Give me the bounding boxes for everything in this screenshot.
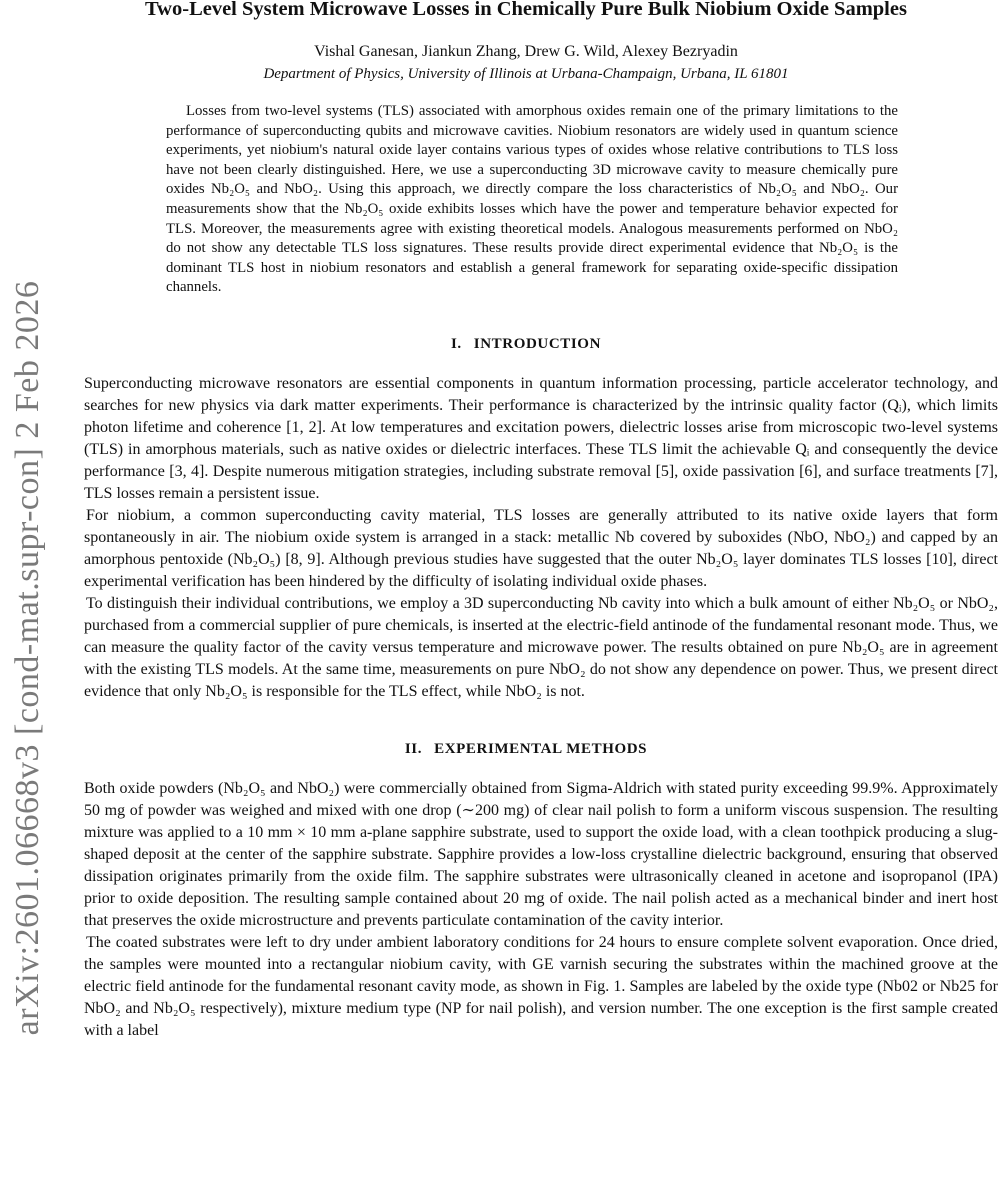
arxiv-identifier: arXiv:2601.06668v3 [cond-mat.supr-con] 2 Feb 2026: [9, 280, 46, 1036]
paper-title: Two-Level System Microwave Losses in Chemically Pure Bulk Niobium Oxide Samples: [145, 0, 907, 20]
body-paragraph: For niobium, a common superconducting cavity material, TLS losses are generally attributed to its native oxide layers that form spontaneously in air. The niobium oxide system is arranged in a stack: metallic Nb covered by suboxides (NbO, NbO₂) and capped by an amorphous pentoxide (Nb₂O₅) [8, 9]. Although previous studies have suggested that the outer Nb₂O₅ layer dominates TLS losses [10], direct experimental verification has been hindered by the difficulty of isolating individual oxide phases.: [84, 506, 998, 590]
abstract: Losses from two-level systems (TLS) associated with amorphous oxides remain one of the primary limitations to the performance of superconducting qubits and microwave cavities. Niobium resonators are widely used in quantum science experiments, yet niobium's natural oxide layer contains various types of oxides whose relative contributions to TLS loss have not been clearly distinguished. Here, we use a superconducting 3D microwave cavity to measure chemically pure oxides Nb₂O₅ and NbO₂. Using this approach, we directly compare the loss characteristics of Nb₂O₅ and NbO₂. Our measurements show that the Nb₂O₅ oxide exhibits losses which have the power and temperature behavior expected for TLS. Moreover, the measurements agree with existing theoretical models. Analogous measurements performed on NbO₂ do not show any detectable TLS loss signatures. These results provide direct experimental evidence that Nb₂O₅ is the dominant TLS host in niobium resonators and establish a general framework for separating oxide-specific dissipation channels.: [166, 103, 898, 296]
paper-page: [84, 0, 998, 1200]
body-paragraph: Both oxide powders (Nb₂O₅ and NbO₂) were commercially obtained from Sigma-Aldrich with stated purity exceeding 99.9%. Approximately 50 mg of powder was weighed and mixed with one drop (∼200 mg) of clear nail polish to form a uniform viscous suspension. The resulting mixture was applied to a 10 mm × 10 mm a-plane sapphire substrate, used to support the oxide load, with a clean toothpick producing a slug-shaped deposit at the center of the sapphire substrate. Sapphire provides a low-loss crystalline dielectric background, ensuring that observed dissipation originates primarily from the oxide film. The sapphire substrates were ultrasonically cleaned in acetone and isopropanol (IPA) prior to oxide deposition. The resulting sample contained about 20 mg of oxide. The nail polish acted as a mechanical binder and inert host that preserves the oxide microstructure and prevents particulate contamination of the cavity interior.: [84, 779, 998, 929]
body-paragraph: The coated substrates were left to dry under ambient laboratory conditions for 24 hours to ensure complete solvent evaporation. Once dried, the samples were mounted into a rectangular niobium cavity, with GE varnish securing the substrates within the machined groove at the electric field antinode for the fundamental resonant cavity mode, as shown in Fig. 1. Samples are labeled by the oxide type (Nb02 or Nb25 for NbO₂ and Nb₂O₅ respectively), mixture medium type (NP for nail polish), and version number. The one exception is the first sample created with a label: [84, 933, 998, 1039]
affiliation: Department of Physics, University of Illinois at Urbana-Champaign, Urbana, IL 61801: [263, 66, 789, 82]
section-heading-introduction: [84, 336, 968, 353]
author-list: Vishal Ganesan, Jiankun Zhang, Drew G. Wild, Alexey Bezryadin: [314, 43, 738, 60]
arxiv-stamp: [0, 0, 56, 1200]
section-number: I.: [450, 335, 462, 352]
section-number: II.: [404, 740, 423, 757]
body-paragraph: To distinguish their individual contributions, we employ a 3D superconducting Nb cavity into which a bulk amount of either Nb₂O₅ or NbO₂, purchased from a commercial supplier of pure chemicals, is inserted at the electric-field antinode of the fundamental resonant mode. Thus, we can measure the quality factor of the cavity versus temperature and microwave power. The results obtained on pure Nb₂O₅ are in agreement with the existing TLS models. At the same time, measurements on pure NbO₂ do not show any dependence on power. Thus, we present direct evidence that only Nb₂O₅ is responsible for the TLS effect, while NbO₂ is not.: [84, 594, 998, 700]
section-heading-experimental-methods: [84, 741, 968, 758]
section-title: INTRODUCTION: [473, 335, 601, 352]
body-paragraph: Superconducting microwave resonators are essential components in quantum information processing, particle accelerator technology, and searches for new physics via dark matter experiments. Their performance is characterized by the intrinsic quality factor (Qᵢ), which limits photon lifetime and coherence [1, 2]. At low temperatures and excitation powers, dielectric losses arise from microscopic two-level systems (TLS) in amorphous materials, such as native oxides or dielectric interfaces. These TLS limit the achievable Qᵢ and consequently the device performance [3, 4]. Despite numerous mitigation strategies, including substrate removal [5], oxide passivation [6], and surface treatments [7], TLS losses remain a persistent issue.: [84, 374, 998, 502]
section-title: EXPERIMENTAL METHODS: [434, 740, 648, 757]
